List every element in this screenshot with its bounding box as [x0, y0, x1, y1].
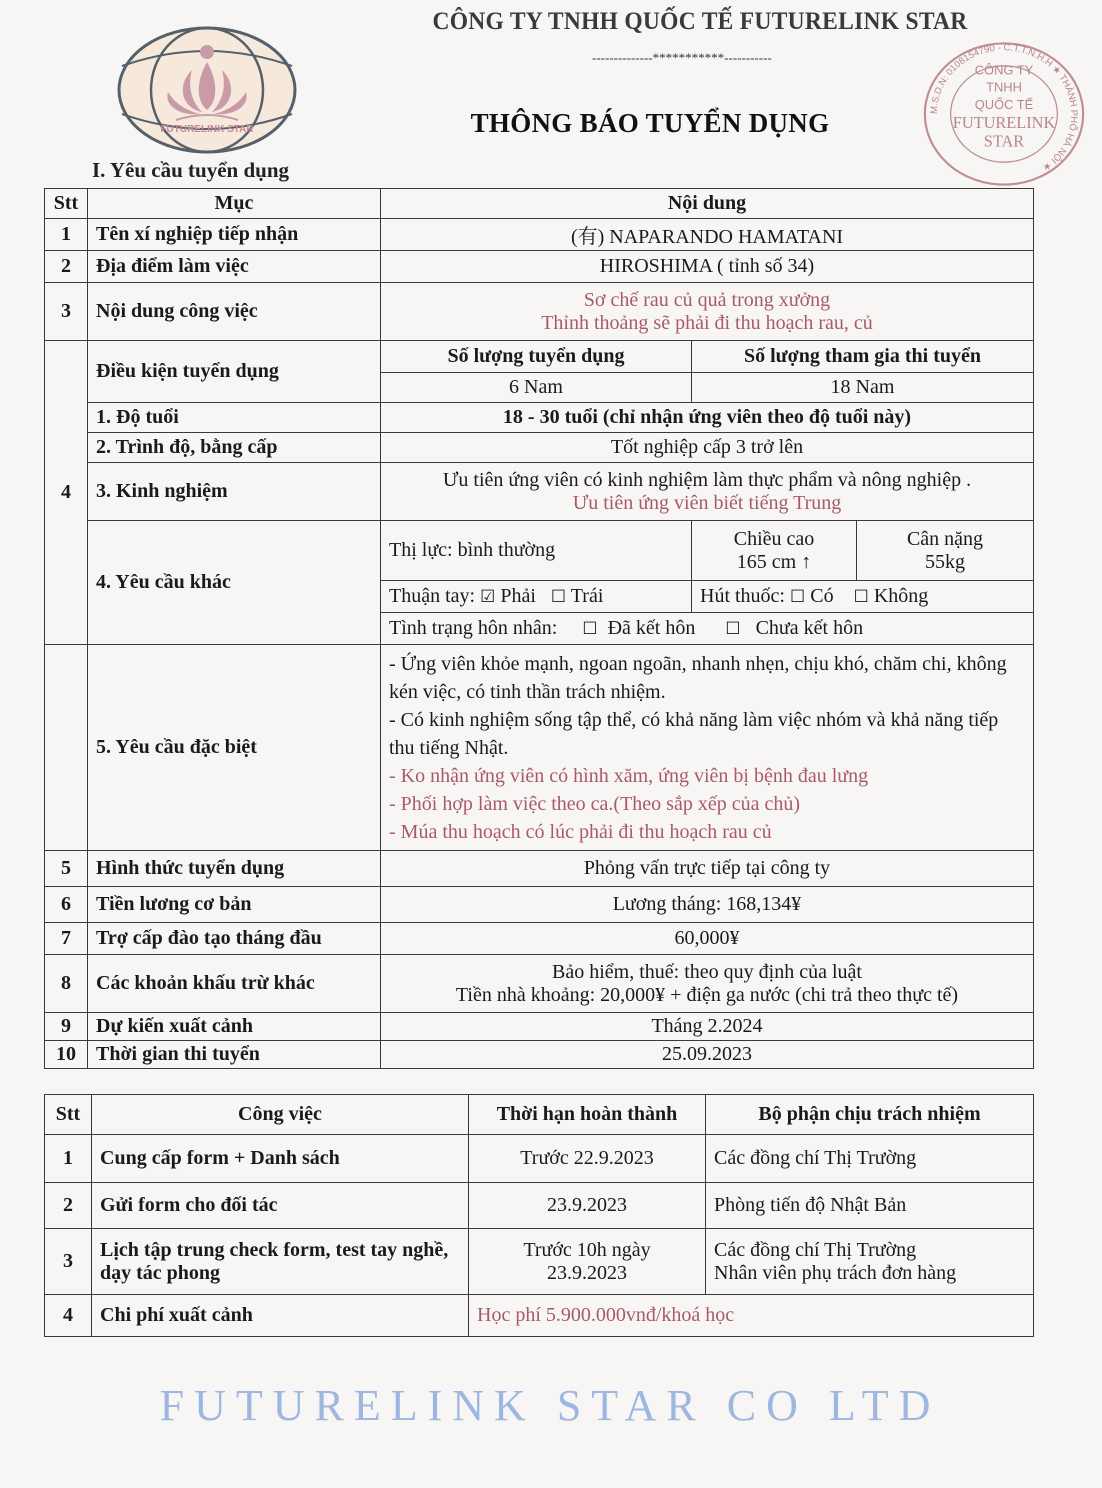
- special-line: - Phối hợp làm việc theo ca.(Theo sắp xếp của chủ): [389, 792, 800, 815]
- candidates-value: 18 Nam: [692, 373, 1034, 403]
- row-stt: 3: [45, 283, 88, 341]
- table-row: [45, 521, 1034, 581]
- checkbox-single-icon[interactable]: ☐: [725, 619, 741, 639]
- checkbox-smoking-no-icon[interactable]: ☐: [853, 587, 869, 607]
- section-heading: I. Yêu cầu tuyển dụng: [92, 158, 290, 182]
- row-stt: 2: [45, 251, 88, 283]
- table-row: [45, 1013, 1034, 1041]
- experience-line: Ưu tiên ứng viên biết tiếng Trung: [572, 491, 842, 514]
- smoking-yes-label: Có: [810, 585, 834, 607]
- table-row: [45, 403, 1034, 433]
- row-stt: 1: [45, 219, 88, 251]
- header-separator: --------------***********-----------: [592, 50, 772, 65]
- deduction-line: Tiền nhà khoảng: 20,000¥ + điện ga nước (chi trả theo thực tế): [455, 983, 959, 1006]
- header-stt: Stt: [45, 1095, 92, 1135]
- table-row: [45, 1229, 1034, 1295]
- row-label: 1. Độ tuổi: [88, 403, 381, 433]
- row-label: Hình thức tuyển dụng: [88, 851, 381, 887]
- watermark: FUTURELINK STAR CO LTD: [159, 1381, 941, 1430]
- weight-cell: [857, 521, 1034, 581]
- header-muc: Mục: [88, 189, 381, 219]
- job-description: [381, 283, 1034, 341]
- row-stt: 2: [45, 1183, 92, 1229]
- single-label: Chưa kết hôn: [755, 617, 864, 639]
- row-label: Thời gian thi tuyển: [88, 1041, 381, 1069]
- weight-label: Cân nặng: [906, 527, 984, 550]
- height-label: Chiều cao: [733, 527, 815, 550]
- row-label: Dự kiến xuất cảnh: [88, 1013, 381, 1041]
- left-hand-label: Trái: [570, 585, 604, 607]
- row-stt: 7: [45, 923, 88, 955]
- experience: [381, 463, 1034, 521]
- table-header-row: [45, 1095, 1034, 1135]
- table-row: [45, 923, 1034, 955]
- schedule-table: [44, 1094, 1034, 1337]
- table-row: [45, 645, 1034, 851]
- stamp-line-5: STAR: [983, 131, 1025, 151]
- table-row: [45, 251, 1034, 283]
- department: Phòng tiến độ Nhật Bản: [706, 1183, 1034, 1229]
- table-header-row: [45, 189, 1034, 219]
- deadline: 23.9.2023: [469, 1183, 706, 1229]
- expected-departure: Tháng 2.2024: [381, 1013, 1034, 1041]
- exam-date: 25.09.2023: [381, 1041, 1034, 1069]
- row-label: Điều kiện tuyển dụng: [88, 341, 381, 403]
- document-title: THÔNG BÁO TUYỂN DỤNG: [470, 108, 830, 138]
- row-stt: 10: [45, 1041, 88, 1069]
- row-stt: 8: [45, 955, 88, 1013]
- task: Gửi form cho đối tác: [92, 1183, 469, 1229]
- row-label: Địa điểm làm việc: [88, 251, 381, 283]
- special-line: - Ko nhận ứng viên có hình xăm, ứng viên bị bệnh đau lưng: [389, 764, 869, 787]
- smoking: [692, 581, 1034, 613]
- row-label: 4. Yêu cầu khác: [88, 521, 381, 645]
- table-row: [45, 1183, 1034, 1229]
- header-stt: Stt: [45, 189, 88, 219]
- row-stt: 3: [45, 1229, 92, 1295]
- row-label: Tên xí nghiệp tiếp nhận: [88, 219, 381, 251]
- company-name: CÔNG TY TNHH QUỐC TẾ FUTURELINK STAR: [432, 8, 968, 35]
- height-value: 165 cm ↑: [736, 550, 812, 573]
- marital-label: Tình trạng hôn nhân:: [389, 617, 558, 639]
- table-row: [45, 1295, 1034, 1337]
- checkbox-smoking-yes-icon[interactable]: ☐: [790, 587, 806, 607]
- header-deadline: Thời hạn hoàn thành: [469, 1095, 706, 1135]
- table-row: [45, 283, 1034, 341]
- company-seal-stamp: [906, 40, 1102, 188]
- table-row: [45, 851, 1034, 887]
- task: Chi phí xuất cảnh: [92, 1295, 469, 1337]
- smoking-no-label: Không: [873, 585, 929, 607]
- deadline: Trước 22.9.2023: [469, 1135, 706, 1183]
- department: Các đồng chí Thị Trường: [706, 1135, 1034, 1183]
- departure-cost: Học phí 5.900.000vnđ/khoá học: [469, 1295, 1034, 1337]
- checkbox-married-icon[interactable]: ☐: [582, 619, 598, 639]
- row-stt: 5: [45, 851, 88, 887]
- special-requirements: [381, 645, 1034, 851]
- special-line: - Múa thu hoạch có lúc phải đi thu hoạch rau củ: [389, 820, 772, 843]
- table-row: [45, 219, 1034, 251]
- row-label: 2. Trình độ, bằng cấp: [88, 433, 381, 463]
- education: Tốt nghiệp cấp 3 trở lên: [381, 433, 1034, 463]
- work-location: HIROSHIMA ( tỉnh số 34): [381, 251, 1034, 283]
- row-stt-continued: [45, 645, 88, 851]
- row-stt: 9: [45, 1013, 88, 1041]
- stamp-line-3: QUỐC TẾ: [974, 96, 1034, 112]
- requirements-table: [44, 188, 1034, 1069]
- special-line: - Có kinh nghiệm sống tập thể, có khả năng làm việc nhóm và khả năng tiếp thu tiếng Nhật.: [389, 708, 999, 759]
- company-receiving: (有) NAPARANDO HAMATANI: [381, 219, 1034, 251]
- marital-status: [381, 613, 1034, 645]
- table-row: [45, 1135, 1034, 1183]
- header-task: Công việc: [92, 1095, 469, 1135]
- table-row: [45, 341, 1034, 373]
- experience-line: Ưu tiên ứng viên có kinh nghiệm làm thực phẩm và nông nghiệp .: [442, 468, 972, 491]
- handedness-label: Thuận tay:: [389, 585, 476, 607]
- header-noi-dung: Nội dung: [381, 189, 1034, 219]
- deduction-line: Bảo hiểm, thuế: theo quy định của luật: [552, 960, 862, 983]
- header-department: Bộ phận chịu trách nhiệm: [706, 1095, 1034, 1135]
- deductions: [381, 955, 1034, 1013]
- married-label: Đã kết hôn: [607, 617, 696, 639]
- task: Lịch tập trung check form, test tay nghề, dạy tác phong: [92, 1229, 469, 1295]
- right-hand-label: Phải: [500, 585, 536, 607]
- logo-text: FUTURELINK STAR: [160, 124, 254, 135]
- quota-value: 6 Nam: [381, 373, 692, 403]
- job-line: Sơ chế rau củ quả trong xưởng: [583, 288, 831, 311]
- task: Cung cấp form + Danh sách: [92, 1135, 469, 1183]
- row-stt: 1: [45, 1135, 92, 1183]
- smoking-label: Hút thuốc:: [700, 585, 785, 607]
- row-label: Nội dung công việc: [88, 283, 381, 341]
- table-row: [45, 463, 1034, 521]
- stamp-line-2: TNHH: [986, 79, 1022, 95]
- row-label: Các khoản khấu trừ khác: [88, 955, 381, 1013]
- row-label: 3. Kinh nghiệm: [88, 463, 381, 521]
- stamp-line-4: FUTURELINK: [952, 112, 1056, 132]
- department: [706, 1229, 1034, 1295]
- company-logo: [116, 26, 298, 154]
- row-label: Tiền lương cơ bản: [88, 887, 381, 923]
- job-line: Thỉnh thoảng sẽ phải đi thu hoạch rau, củ: [541, 311, 873, 334]
- weight-value: 55kg: [925, 550, 965, 573]
- recruitment-method: Phỏng vấn trực tiếp tại công ty: [381, 851, 1034, 887]
- row-label: 5. Yêu cầu đặc biệt: [88, 645, 381, 851]
- deadline-line: Trước 10h ngày: [523, 1238, 651, 1261]
- base-salary: Lương tháng: 168,134¥: [381, 887, 1034, 923]
- department-line: Nhân viên phụ trách đơn hàng: [714, 1261, 957, 1284]
- quota-header: Số lượng tuyển dụng: [381, 341, 692, 373]
- special-line: - Ứng viên khỏe mạnh, ngoan ngoãn, nhanh nhẹn, chịu khó, chăm chi, không kén việc, có tinh thần trách nhiệm.: [389, 652, 1007, 703]
- row-stt: 4: [45, 341, 88, 645]
- table-row: [45, 955, 1034, 1013]
- checkbox-left-hand-icon[interactable]: ☐: [550, 587, 567, 607]
- row-stt: 6: [45, 887, 88, 923]
- handedness: [381, 581, 692, 613]
- table-row: [45, 887, 1034, 923]
- table-row: [45, 1041, 1034, 1069]
- height-cell: [692, 521, 857, 581]
- checkbox-right-hand-checked-icon[interactable]: ☑: [480, 587, 496, 607]
- department-line: Các đồng chí Thị Trường: [714, 1238, 917, 1261]
- deadline: [469, 1229, 706, 1295]
- training-allowance: 60,000¥: [381, 923, 1034, 955]
- candidates-header: Số lượng tham gia thi tuyển: [692, 341, 1034, 373]
- row-stt: 4: [45, 1295, 92, 1337]
- stamp-ring-text: M.S.D.N: 0108154790 - C.T.T.N.H.H ★ THÀNH PHỐ HÀ NỘI ★: [928, 42, 1080, 174]
- table-row: [45, 433, 1034, 463]
- stamp-line-1: CÔNG TY: [974, 62, 1034, 78]
- deadline-line: 23.9.2023: [547, 1261, 627, 1284]
- age-range: 18 - 30 tuổi (chỉ nhận ứng viên theo độ tuổi này): [381, 403, 1034, 433]
- row-label: Trợ cấp đào tạo tháng đầu: [88, 923, 381, 955]
- eyesight: Thị lực: bình thường: [381, 521, 692, 581]
